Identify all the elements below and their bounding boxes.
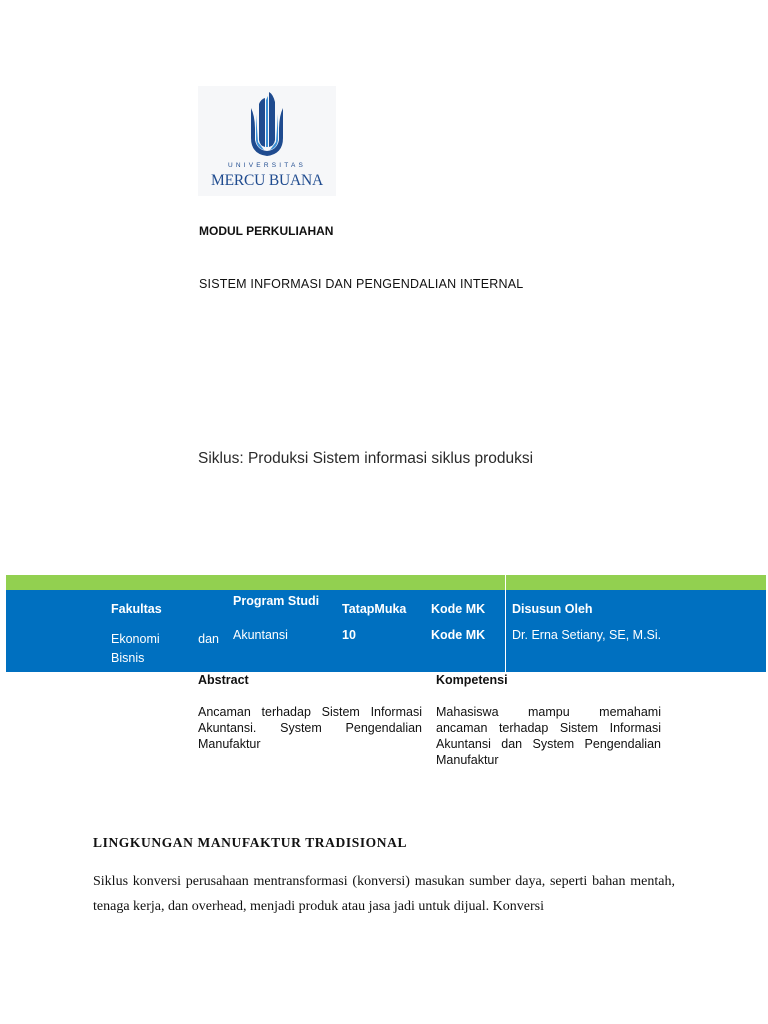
band-divider xyxy=(505,575,506,672)
university-logo xyxy=(198,86,336,196)
logo-university-label: UNIVERSITAS xyxy=(227,162,307,169)
tatap-muka-value: 10 xyxy=(342,628,356,642)
fakultas-value-line2: Bisnis xyxy=(111,651,145,665)
topic-title: Siklus: Produksi Sistem informasi siklus produksi xyxy=(198,450,534,467)
kode-mk-value: Kode MK xyxy=(431,628,486,642)
abstract-heading: Abstract xyxy=(198,673,249,687)
kode-mk-header: Kode MK xyxy=(431,602,486,616)
section-heading: LINGKUNGAN MANUFAKTUR TRADISIONAL xyxy=(93,835,408,850)
program-studi-header: Program Studi xyxy=(233,594,320,608)
document-type: MODUL PERKULIAHAN xyxy=(199,224,334,238)
course-title: SISTEM INFORMASI DAN PENGENDALIAN INTERNAL xyxy=(199,277,524,291)
flame-emblem-icon xyxy=(243,90,291,160)
green-header-bar xyxy=(6,575,766,590)
body-paragraph: Siklus konversi perusahaan mentransformasi (konversi) masukan sumber daya, seperti bahan mentah, tenaga kerja, dan overhead, menjadi produk atau jasa jadi untuk dijual. Konversi xyxy=(93,874,675,914)
fakultas-value-line1: Ekonomi dan xyxy=(111,632,219,646)
disusun-oleh-header: Disusun Oleh xyxy=(512,602,593,616)
abstract-text: Ancaman terhadap Sistem Informasi Akuntansi. System Pengendalian Manufaktur xyxy=(198,705,422,751)
kompetensi-text: Mahasiswa mampu memahami ancaman terhadap Sistem Informasi Akuntansi dan System Pengendalian Manufaktur xyxy=(436,705,661,767)
author-value: Dr. Erna Setiany, SE, M.Si. xyxy=(512,628,662,642)
program-studi-value: Akuntansi xyxy=(233,628,288,642)
logo-university-name: MERCU BUANA xyxy=(211,172,323,189)
fakultas-header: Fakultas xyxy=(111,602,162,616)
tatap-muka-header: TatapMuka xyxy=(342,602,407,616)
kompetensi-heading: Kompetensi xyxy=(436,673,508,687)
